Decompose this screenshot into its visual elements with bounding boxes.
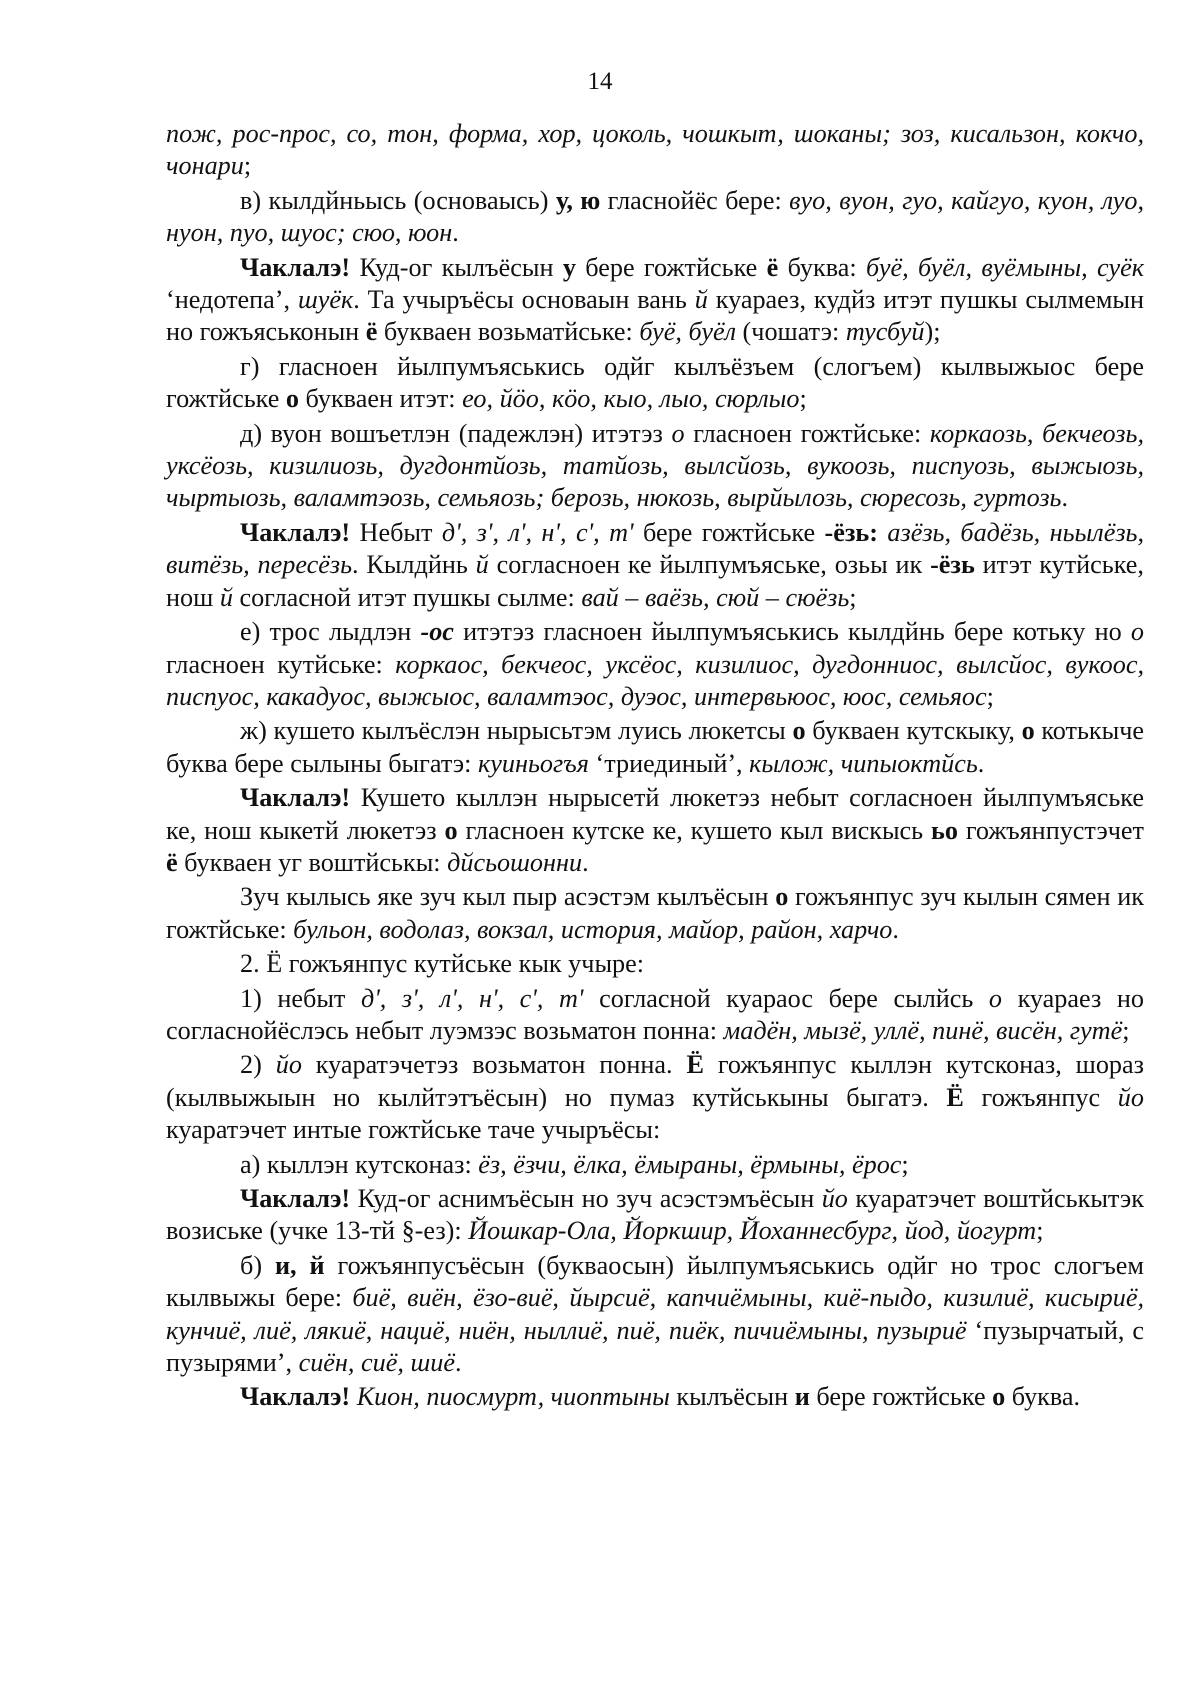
text-run: . Та учыръёсы основаын вань <box>353 285 695 315</box>
example-run: тусбуй <box>845 317 925 347</box>
example-run: биё, виён, ёзо-виё, йырсиё, капчиёмыны, киё-пыдо, кизилиё, кисыриё, кунчиё, лиё, лякиё, нациё, ниён, ныллиё, пиё, пиёк, пичиёмыны, пузыриё <box>166 1283 1144 1345</box>
text-run: ; <box>1036 1216 1044 1246</box>
page-number: 14 <box>587 68 613 95</box>
text-run: куаратэчетэз возьматон понна. <box>301 1050 687 1080</box>
text-run: Кушето кыллэн нырысетй люкетэз небыт согласноен йылпумъяське ке, нош кыкетй люкетэз <box>166 783 1144 845</box>
emphasis-run: ё <box>166 847 178 877</box>
text-run: ; <box>243 151 252 181</box>
emphasis-run: Чаклалэ! <box>240 783 351 813</box>
text-run: Небыт <box>350 517 442 547</box>
text-run: Зуч кылысь яке зуч кыл пыр асэстэм кылъёсын <box>240 882 776 912</box>
text-run: б) <box>240 1250 275 1280</box>
paragraph <box>166 1250 1144 1380</box>
emphasis-run: Чаклалэ! <box>240 252 351 282</box>
text-run: кылъёсын <box>669 1382 795 1412</box>
text-run: гласнойёс бере: <box>600 185 790 215</box>
text-run: гожъянпус <box>963 1082 1118 1112</box>
example-run: й <box>694 285 708 315</box>
text-run: гожъянпус зуч кылын сямен ик гожтйське: <box>166 882 1144 944</box>
example-run: вай – ваёзь, сюй – сюёзь <box>581 582 850 612</box>
paragraph <box>166 252 1144 349</box>
example-run: й <box>475 550 489 580</box>
text-run: бере гожтйське <box>809 1382 993 1412</box>
emphasis-run: о <box>775 882 789 912</box>
example-run: ёз, ёзчи, ёлка, ёмыраны, ёрмыны, ёрос <box>478 1149 902 1179</box>
text-run: итэтэз гласноен йылпумъяськись кылдйнь бере котьку но <box>453 617 1131 647</box>
text-run: гласноен кутйське: <box>166 649 396 679</box>
example-run: д', з', л', н', с', т' <box>441 517 634 547</box>
example-run: йо <box>821 1184 848 1213</box>
example-run: д', з', л', н', с', т' <box>360 983 584 1013</box>
example-run: буё, буёл, вуёмыны, суёк <box>866 252 1144 282</box>
text-run: а) кыллэн кутсконаз: <box>240 1149 479 1179</box>
example-run: о <box>671 418 685 448</box>
text-run: ; <box>799 384 807 414</box>
text-run <box>878 518 887 547</box>
example-run: ео, йöо, кöо, кыо, лыо, сюрлыо <box>462 384 800 414</box>
example-run: йо <box>275 1050 302 1080</box>
text-run: . <box>452 218 459 248</box>
emphasis-run: Чаклалэ! <box>240 1382 351 1412</box>
text-run: буква. <box>1005 1382 1081 1412</box>
paragraph <box>166 983 1144 1048</box>
emphasis-run: -ёзь <box>930 550 975 580</box>
text-run: 1) небыт <box>240 983 361 1013</box>
emphasis-run: Чаклалэ! <box>240 517 351 547</box>
text-run: . <box>892 914 899 944</box>
text-run: Куд-ог кылъёсын <box>350 252 563 282</box>
paragraph <box>166 1381 1144 1413</box>
text-run: ; <box>901 1149 909 1179</box>
text-run: согласной итэт пушкы сылме: <box>232 582 582 612</box>
example-run: кылож, чипыоктйсь <box>749 748 978 778</box>
text-run: букваен уг воштйськы: <box>177 847 448 877</box>
paragraph <box>166 418 1144 515</box>
example-run: вуо, вуон, гуо, кайгуо, куон, луо, нуон, пуо, шуос; сюо, юон <box>166 185 1145 248</box>
text-run: (чошатэ: <box>736 317 846 347</box>
text-run: букваен возьматйське: <box>377 317 640 347</box>
emphasis-run: ьо <box>930 815 958 845</box>
text-run: буква: <box>778 252 867 282</box>
example-run: коркаозь, бекчеозь, уксёозь, кизилиозь, дугдонтйозь, татйозь, вылсйозь, вукоозь, писпуозь, выжыозь, чыртыозь, валамтэозь, семьяозь; берозь, нюкозь, вырйылозь, сюресозь, гуртозь <box>166 418 1144 513</box>
text-run: ж) кушето кылъёслэн нырысьтэм луись люкетсы <box>240 716 793 746</box>
text-run: куаратэчет воштйськытэк возиське (учке 13-тй §-ез): <box>166 1184 1144 1246</box>
example-run: о <box>988 983 1003 1013</box>
example-run: о <box>1130 617 1144 647</box>
text-run: ‘пузырчатый, с пузырями’, <box>166 1315 1144 1378</box>
paragraph <box>166 1183 1144 1248</box>
text-run: котькыче буква бере сылыны быгатэ: <box>166 716 1144 778</box>
text-run: . <box>977 748 985 778</box>
emphasis-run: у, ю <box>555 185 601 215</box>
text-run: гласноен гожтйське: <box>684 418 930 448</box>
text-run: д) вуон вошъетлэн (падежлэн) итэтэз <box>240 418 672 448</box>
text-run: Куд-ог аснимъёсын но зуч асэстэмъёсын <box>350 1184 822 1213</box>
emphasis-run: ё <box>365 317 378 347</box>
text-run: г) гласноен йылпумъяськись одйг кылъёзъем (слогъем) кылвыжыос бере гожтйське <box>166 351 1144 414</box>
emphasis-run: и <box>794 1382 810 1412</box>
paragraph <box>166 948 1144 980</box>
emphasis-run: -ос <box>420 617 454 647</box>
emphasis-run: Чаклалэ! <box>240 1184 351 1213</box>
text-run: 2. Ё гожъянпус кутйське кык учыре: <box>240 949 645 979</box>
example-run: азёзь, бадёзь, ньылёзь, витёзь, пересёзь <box>166 517 1144 580</box>
emphasis-run: -ёзь: <box>824 517 878 547</box>
paragraph <box>166 616 1144 713</box>
example-run: Йошкар-Ола, Йоркшир, Йоханнесбург, йод, йогурт <box>468 1216 1037 1246</box>
emphasis-run: о <box>444 815 458 845</box>
paragraph <box>166 517 1144 614</box>
text-run: в) кылдйньысь (основаысь) <box>240 185 556 215</box>
example-run: бульон, водолаз, вокзал, история, майор, район, харчо <box>293 914 893 944</box>
example-run: мадён, мызё, уллё, пинё, висён, гутё <box>723 1015 1123 1045</box>
text-run: гласноен кутске ке, кушето кыл вискысь <box>457 815 931 845</box>
paragraph <box>166 351 1144 416</box>
text-run: бере гожтйське <box>633 517 825 547</box>
text-run: куараез но согласнойёслэсь небыт луэмзэс возьматон понна: <box>166 983 1144 1045</box>
text-run: . Кылдйнь <box>351 550 476 580</box>
emphasis-run: Ё <box>946 1082 964 1112</box>
text-run: . <box>582 847 589 877</box>
paragraph <box>166 881 1144 946</box>
text-run: . <box>1061 483 1068 513</box>
paragraph <box>166 782 1144 879</box>
text-run: . <box>454 1348 462 1378</box>
emphasis-run: о <box>1021 716 1035 746</box>
example-run: буё, буёл <box>639 317 736 347</box>
paragraph <box>166 715 1144 780</box>
text-run: 2) <box>240 1050 276 1080</box>
text-run: итэт кутйське, нош <box>166 550 1144 612</box>
example-run: Кион, пиосмурт, чиоптыны <box>356 1382 670 1412</box>
example-run: куиньогъя <box>478 748 589 778</box>
example-run: йо <box>1117 1082 1144 1112</box>
emphasis-run: о <box>285 384 299 414</box>
text-run: гожъянпусъёсын (буквaосын) йылпумъяськись одйг но трос слогъем кылвыжы бере: <box>166 1250 1144 1313</box>
text-run: куаратэчет интые гожтйське таче учыръёсы: <box>166 1115 661 1145</box>
text-run: гожъянпустэчет <box>957 815 1144 845</box>
text-run: согласной куараос бере сылйсь <box>583 983 989 1013</box>
example-run: коркаос, бекчеос, уксёос, кизилиос, дугдонниос, вылсйос, вукоос, писпуос, какадуос, выжыос, валамтэос, дуэос, интервьюос, юос, семьяос <box>166 649 1144 711</box>
emphasis-run: о <box>792 716 806 746</box>
paragraph <box>166 185 1144 250</box>
paragraph <box>166 118 1144 183</box>
text-run: е) трос лыдлэн <box>240 617 421 647</box>
text-run: бере гожтйське <box>575 252 767 282</box>
example-run: дйсьошонни <box>447 847 583 877</box>
text-run: ‘недотепа’, <box>166 285 298 315</box>
text-run: ); <box>924 317 941 347</box>
text-run: ; <box>986 681 994 711</box>
emphasis-run: и, й <box>274 1250 325 1280</box>
emphasis-run: ё <box>766 252 779 282</box>
paragraph <box>166 1149 1144 1181</box>
example-run: пож, рос-прос, со, тон, форма, хор, цоколь, чошкыт, шоканы; зоз, кисальзон, кокчо, чонари <box>166 119 1144 181</box>
text-run: ; <box>849 582 857 612</box>
text-run: согласноен ке йылпумъяське, озьы ик <box>488 550 931 580</box>
text-run: гожъянпус кыллэн кутсконаз, шораз (кылвыжыын но кылйтэтъёсын) но пумаз кутйськыны быгатэ. <box>166 1050 1144 1112</box>
emphasis-run: у <box>562 252 576 282</box>
example-run: шуёк <box>297 285 354 315</box>
text-run: букваен кутскыку, <box>805 716 1022 746</box>
text-run: ; <box>1122 1015 1130 1045</box>
text-run: букваен итэт: <box>298 384 463 414</box>
body-text <box>166 118 1144 1414</box>
paragraph <box>166 1049 1144 1146</box>
example-run: сиён, сиё, шиё <box>298 1348 455 1378</box>
emphasis-run: о <box>992 1382 1006 1412</box>
text-run: ‘триединый’, <box>588 748 750 778</box>
text-run: куараез, кудйз итэт пушкы сылмемын но гожъяськонын <box>166 285 1144 347</box>
emphasis-run: Ё <box>686 1050 704 1080</box>
example-run: й <box>219 582 233 612</box>
